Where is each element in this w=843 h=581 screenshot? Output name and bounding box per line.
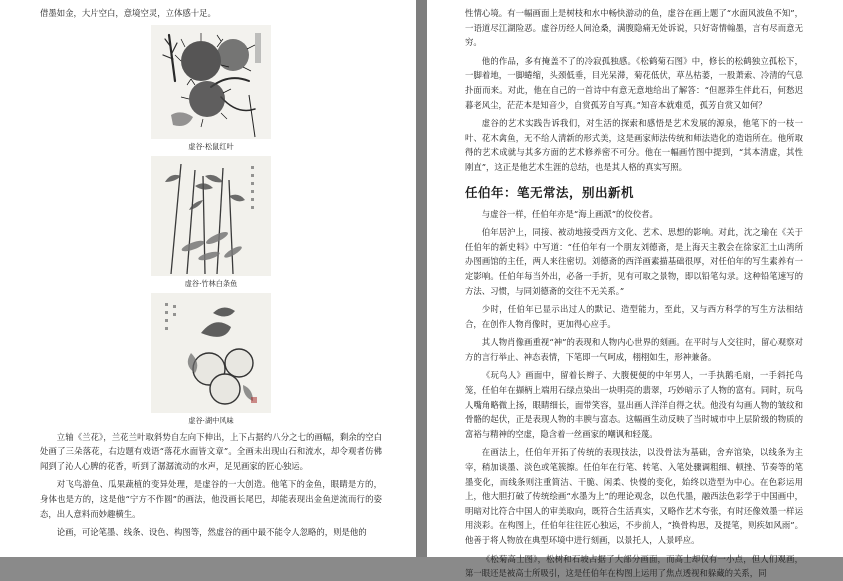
figure-caption: 虚谷·竹林白条鱼	[184, 278, 238, 288]
paragraph: 《玩鸟人》画面中，留着长辫子、大腹便便的中年男人，一手执鹅毛扇，一手斜托鸟笼，任伯年在撷柄上端用石绿点染出一块明亮的翡翠，巧妙暗示了人物的富有。同时，玩鸟人嘴角略微上扬，眼睛细长，面带笑容，显出画人洋洋自得之状。他没有勾画人物的皱纹和骨骼的起伏，正是表现人物的丰腴与富态。这幅画生动反映了当时城市中上层阶级的物质的富裕与精神的空虚，隐含着一丝画家的嘲讽和轻蔑。	[465, 370, 803, 439]
paragraph: 伯年居沪上，同接、被动地接受西方文化、艺术、思想的影响。对此，沈之瑜在《关于任伯年的新史料》中写道：“任伯年有一个朋友刘德斋，是上海天主教会在徐家汇土山湾所办图画馆的主任，两人来往密切。刘德斋的西洋画素描基础很厚，对任伯年的写生素养有一定影响。任伯年每当外出，必备一手折，见有可取之景物，即以铅笔勾录。这种铅笔速写的方法、习惯，与同刘德斋的交往不无关系。”	[465, 227, 803, 296]
paragraph: 《松菊高士图》，松树和石坡占据了大部分画面，而高士却仅有一小点，但人们观画，第一眼还是被高士所吸引，这是任伯年在构图上运用了焦点透视和躲藏的关系，同	[465, 553, 803, 579]
figure-caption: 虚谷·松鼠红叶	[188, 141, 234, 151]
paragraph: 与虚谷一样，任伯年亦是“海上画派”的佼佼者。	[481, 208, 658, 219]
paragraph: 性情心境。有一幅画面上是树枝和水中畅快游动的鱼，虚谷在画上题了“水面风波鱼不知”，一语道尽江湖险恶。虚谷历经人间沧桑，满腹隐痛无处诉说，只好寄情翰墨，言有尽而意无穷。	[465, 8, 803, 48]
painting-squirrel-image	[151, 25, 271, 139]
paragraph: 立轴《兰花》，兰花兰叶取斜势自左向下伸出，上下占据约八分之七的画幅，剩余的空白处画了三朵落花，右边题有戏语“落花水面皆文章”。全画未出现山石和流水，却令观者仿佛闻到了沁人心脾的花香，听到了潺潺流动的水声，足见画家的匠心独运。	[40, 431, 382, 471]
paragraph: 虚谷的艺术实践告诉我们，对生活的探索和感悟是艺术发展的源泉，他笔下的一枝一叶、花木禽鱼，无不给人清新的形式美，这是画家师法传统和师法造化的造诣所在。他所取得的艺术成就与其多方面的艺术修养密不可分。他在一幅画竹图中提到，“其本清虚，其性刚直”，这正是他艺术生涯的总结，也是其人格的真实写照。	[465, 118, 803, 172]
section-heading: 任伯年：笔无常法，别出新机	[465, 184, 635, 200]
paragraph: 其人物肖像画重视“神”的表现和人物内心世界的刻画。在平时与人交往时，留心观察对方的言行举止、神态表情，下笔即一气呵成，栩栩如生，形神兼备。	[465, 337, 803, 362]
paragraph: 他的作品，多有掩盖不了的冷寂孤独感。《松鹤菊石图》中，修长的松鹤独立孤松下，一脚着地，一脚蜷缩，头颈低垂，目光呆滞，菊花低伏，草丛枯萎，一股萧索、冷清的气息扑面而来。对此，他在自己的一首诗中有意无意地给出了解答：“但愿莽生伴此石，何愁迟暮老风尘，茫茫本是知音少，自赏孤芳自写真。”知音本就难觅，孤芳自赏又如何？	[465, 55, 803, 110]
left-page	[0, 0, 416, 557]
figure-bamboo-fish	[40, 156, 382, 289]
painting-bamboo-fish-image	[151, 156, 271, 276]
right-page	[427, 0, 843, 579]
figure-caption: 虚谷·湖中风味	[188, 415, 234, 425]
paragraph: 论画，可论笔墨、线条、设色、构图等，然虚谷的画中最不能令人忽略的，则是他的	[56, 527, 367, 538]
paragraph: 在画法上，任伯年开拓了传统的表现技法，以没骨法为基础，舍弃涫染，以线条为主宰，稍加谈墨、淡色或笔簇擦。任伯年在行笔、转笔、入笔处骤调粗细、顿挫、节奏等的笔墨变化，而线条则注重简洁、干脆、闲柔、快慢的变化，始终以造型为中心。在色彩运用上，他大胆打破了传统绘画“水墨为上”的理论观念，以色代墨，融西法色彩学于中国画中，明暗对比符合中国人的审美取向，既符合生活真实，又略作艺术夸张，有时还像效墨一样运用淡彩。在构图上，任伯年往往匠心独运，不步前人，“换骨构思，及提笔，则疾如风雨”。他善于将人物放在典型环境中进行刻画，以景托人，人景呼应。	[465, 447, 803, 545]
paragraph: 少时，任伯年已显示出过人的默记、造型能力，至此，又与西方科学的写生方法相结合，在创作人物肖像时，更加得心应手。	[465, 304, 803, 329]
paragraph: 借墨如金，大片空白，意境空灵，立体感十足。	[40, 8, 216, 18]
figure-lake-flavor	[40, 293, 382, 426]
paragraph: 对飞鸟游鱼、瓜果蔬植的变异处理，是虚谷的一大创造。他笔下的金鱼，眼睛是方的，身体也是方的，这是他“宁方不作圆”的画法，他没画长尾巴，却能表现出金鱼逆流而行的姿态，出人意料而妙趣横生。	[40, 479, 382, 519]
figure-squirrel-leaves	[40, 25, 382, 152]
painting-lake-flavor-image	[151, 293, 271, 413]
page-gutter	[416, 0, 427, 557]
